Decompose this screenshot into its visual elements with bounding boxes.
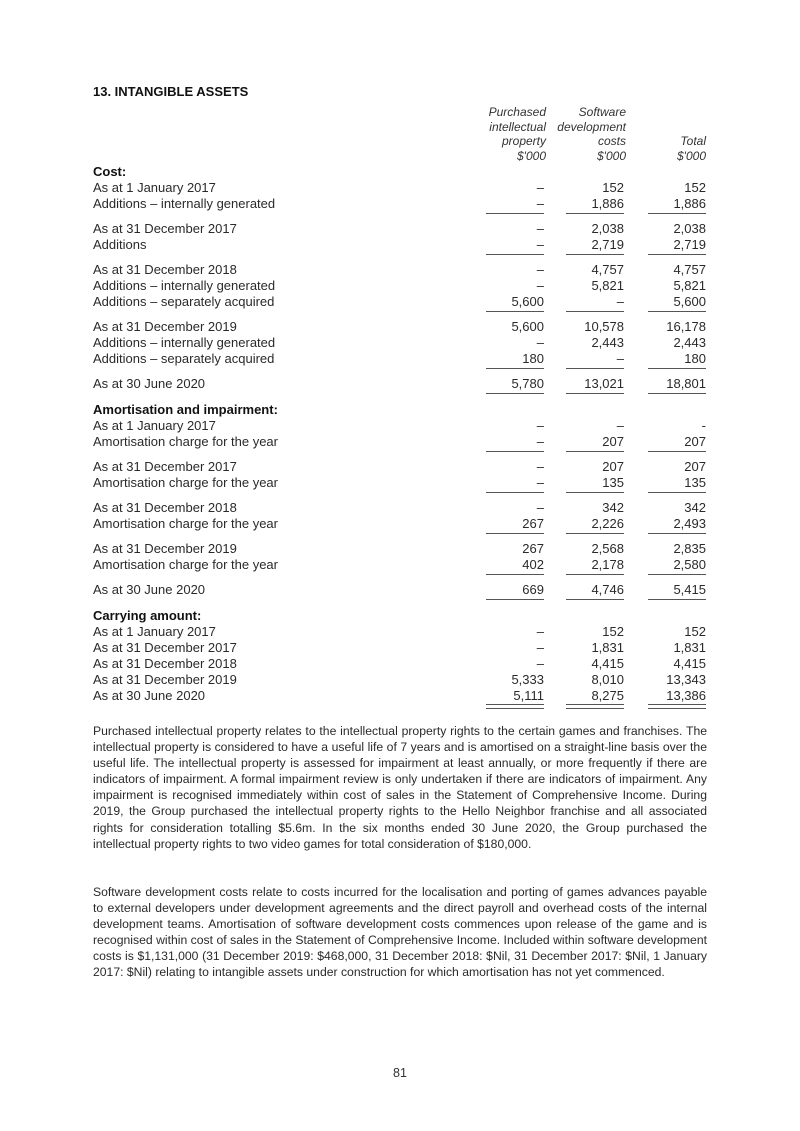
- row-label: Additions – internally generated: [93, 278, 276, 293]
- value-total: 4,757: [673, 262, 706, 277]
- rule-line: [648, 599, 706, 600]
- value-purchased-ip: 267: [522, 541, 544, 556]
- value-total: -: [701, 418, 706, 433]
- value-total: 135: [684, 475, 706, 490]
- table-row: [93, 262, 707, 278]
- column-header-total: Total $'000: [677, 134, 706, 163]
- row-label: As at 1 January 2017: [93, 418, 216, 433]
- table-row: [93, 351, 707, 367]
- subtotal-divider: [93, 253, 707, 262]
- value-total: 2,038: [673, 221, 706, 236]
- subtotal-divider: [93, 310, 707, 319]
- value-software: 4,757: [591, 262, 624, 277]
- value-total: 13,386: [666, 688, 706, 703]
- row-label: As at 31 December 2017: [93, 221, 237, 236]
- rule-line: [566, 311, 624, 312]
- table-row: [93, 294, 707, 310]
- double-rule-line: [566, 704, 624, 709]
- value-total: 207: [684, 459, 706, 474]
- value-purchased-ip: 5,111: [513, 688, 544, 703]
- value-software: 152: [602, 180, 624, 195]
- subtotal-divider: [93, 573, 707, 582]
- row-label: As at 30 June 2020: [93, 376, 206, 391]
- heading-label: Amortisation and impairment:: [93, 402, 278, 417]
- table-row: [93, 624, 707, 640]
- value-total: 180: [684, 351, 706, 366]
- value-purchased-ip: 180: [522, 351, 544, 366]
- value-purchased-ip: –: [536, 459, 544, 474]
- table-row: [93, 557, 707, 573]
- value-software: –: [616, 418, 624, 433]
- rule-line: [486, 393, 544, 394]
- subtotal-divider: [93, 598, 707, 608]
- rule-line: [566, 492, 624, 493]
- rule-line: [486, 599, 544, 600]
- value-purchased-ip: 5,600: [511, 294, 544, 309]
- heading-label: Carrying amount:: [93, 608, 202, 623]
- rule-line: [486, 451, 544, 452]
- table-row: [93, 475, 707, 491]
- value-total: 152: [684, 180, 706, 195]
- value-purchased-ip: 5,780: [511, 376, 544, 391]
- row-label: As at 31 December 2017: [93, 459, 237, 474]
- subtotal-divider: [93, 491, 707, 500]
- rule-line: [486, 213, 544, 214]
- value-purchased-ip: –: [536, 221, 544, 236]
- total-double-rule: [93, 704, 707, 712]
- rule-line: [648, 254, 706, 255]
- paragraph-purchased-ip: Purchased intellectual property relates to the intellectual property rights to the certain games and franchises. The intellectual property is considered to have a useful life of 7 years and is amortised on a straight-line basis over the useful life. The intellectual property is assessed for impairment at least annually, or more frequently if there are indicators of impairment. A formal impairment review is only undertaken if there are indicators of impairment. Any impairment is recognised immediately within cost of sales in the Statement of Comprehensive Income. During 2019, the Group purchased the intellectual property rights to the Hello Neighbor franchise and all associated rights for consideration totalling $5.6m. In the six months ended 30 June 2020, the Group purchased the intellectual property rights to two video games for total consideration of $180,000.: [93, 724, 707, 851]
- table-row: [93, 237, 707, 253]
- row-label: As at 31 December 2018: [93, 262, 237, 277]
- table-row: [93, 180, 707, 196]
- value-software: 2,178: [591, 557, 624, 572]
- rule-line: [486, 311, 544, 312]
- rule-line: [648, 368, 706, 369]
- value-total: 207: [684, 434, 706, 449]
- table-row: [93, 500, 707, 516]
- table-row: [93, 672, 707, 688]
- subtotal-divider: [93, 367, 707, 376]
- rule-line: [486, 574, 544, 575]
- table-row: [93, 221, 707, 237]
- value-total: 2,443: [673, 335, 706, 350]
- value-purchased-ip: –: [536, 180, 544, 195]
- row-label: As at 31 December 2019: [93, 672, 237, 687]
- value-software: 4,415: [591, 656, 624, 671]
- row-label: As at 31 December 2017: [93, 640, 237, 655]
- value-total: 2,719: [673, 237, 706, 252]
- intangible-assets-table: [93, 164, 707, 712]
- value-purchased-ip: –: [536, 196, 544, 211]
- section-title: 13. INTANGIBLE ASSETS: [93, 84, 249, 99]
- rule-line: [486, 254, 544, 255]
- rule-line: [566, 533, 624, 534]
- double-rule-line: [648, 704, 706, 709]
- subtotal-divider: [93, 212, 707, 221]
- section-heading-carrying: [93, 608, 707, 624]
- value-purchased-ip: –: [536, 237, 544, 252]
- row-label: As at 31 December 2019: [93, 541, 237, 556]
- table-row: [93, 516, 707, 532]
- row-label: Amortisation charge for the year: [93, 475, 278, 490]
- row-label: Amortisation charge for the year: [93, 434, 278, 449]
- value-software: 8,275: [591, 688, 624, 703]
- rule-line: [486, 533, 544, 534]
- heading-label: Cost:: [93, 164, 127, 179]
- rule-line: [648, 533, 706, 534]
- rule-line: [566, 213, 624, 214]
- rule-line: [648, 451, 706, 452]
- value-total: 13,343: [666, 672, 706, 687]
- value-software: 2,038: [591, 221, 624, 236]
- rule-line: [648, 311, 706, 312]
- section-heading-amortisation: [93, 402, 707, 418]
- value-software: 342: [602, 500, 624, 515]
- value-total: 4,415: [673, 656, 706, 671]
- rule-line: [566, 599, 624, 600]
- value-purchased-ip: 669: [522, 582, 544, 597]
- row-label: As at 31 December 2019: [93, 319, 237, 334]
- row-label: Additions – separately acquired: [93, 294, 275, 309]
- table-row: [93, 640, 707, 656]
- table-row: [93, 196, 707, 212]
- value-purchased-ip: –: [536, 624, 544, 639]
- value-total: 152: [684, 624, 706, 639]
- row-label: Amortisation charge for the year: [93, 557, 278, 572]
- value-purchased-ip: –: [536, 656, 544, 671]
- value-purchased-ip: –: [536, 418, 544, 433]
- value-software: 2,719: [591, 237, 624, 252]
- double-rule-line: [486, 704, 544, 709]
- value-total: 16,178: [666, 319, 706, 334]
- value-purchased-ip: –: [536, 475, 544, 490]
- table-row: [93, 278, 707, 294]
- rule-line: [648, 492, 706, 493]
- value-purchased-ip: 267: [522, 516, 544, 531]
- value-software: 1,886: [591, 196, 624, 211]
- value-total: 2,493: [673, 516, 706, 531]
- table-row: [93, 656, 707, 672]
- column-headers: [93, 105, 707, 165]
- subtotal-divider: [93, 532, 707, 541]
- value-purchased-ip: –: [536, 278, 544, 293]
- value-total: 2,835: [673, 541, 706, 556]
- row-label: As at 1 January 2017: [93, 624, 216, 639]
- row-label: Additions – internally generated: [93, 196, 276, 211]
- rule-line: [486, 368, 544, 369]
- value-software: 1,831: [591, 640, 624, 655]
- paragraph-software-development: Software development costs relate to costs incurred for the localisation and porting of games advances payable to external developers under development agreements and the direct payroll and overhead costs of the internal development teams. Amortisation of software development costs commences upon release of the game and is recognised within cost of sales in the Statement of Comprehensive Income. Included within software development costs is $1,131,000 (31 December 2019: $468,000, 31 December 2018: $Nil, 31 December 2017: $Nil, 1 January 2017: $Nil) relating to intangible assets under construction for which amortisation has not yet commenced.: [93, 885, 707, 980]
- row-label: Additions – separately acquired: [93, 351, 275, 366]
- table-row-total: [93, 688, 707, 704]
- row-label: Amortisation charge for the year: [93, 516, 278, 531]
- row-label: Additions – internally generated: [93, 335, 276, 350]
- value-total: 2,580: [673, 557, 706, 572]
- rule-line: [566, 451, 624, 452]
- value-software: 4,746: [591, 582, 624, 597]
- value-software: 5,821: [591, 278, 624, 293]
- rule-line: [648, 393, 706, 394]
- value-total: 5,600: [673, 294, 706, 309]
- column-header-purchased-ip: Purchased intellectual property $'000: [488, 105, 546, 163]
- table-row: [93, 459, 707, 475]
- rule-line: [566, 368, 624, 369]
- value-software: 2,568: [591, 541, 624, 556]
- table-row: [93, 434, 707, 450]
- value-purchased-ip: 5,600: [511, 319, 544, 334]
- value-software: 207: [602, 434, 624, 449]
- page-number: 81: [393, 1066, 407, 1080]
- rule-line: [648, 213, 706, 214]
- value-purchased-ip: 402: [522, 557, 544, 572]
- table-row-total: [93, 376, 707, 392]
- value-software: 135: [602, 475, 624, 490]
- value-software: 13,021: [584, 376, 624, 391]
- value-purchased-ip: 5,333: [511, 672, 544, 687]
- value-total: 1,831: [673, 640, 706, 655]
- row-label: As at 31 December 2018: [93, 656, 237, 671]
- value-total: 18,801: [666, 376, 706, 391]
- row-label: Additions: [93, 237, 147, 252]
- table-row: [93, 418, 707, 434]
- row-label: As at 1 January 2017: [93, 180, 216, 195]
- value-software: –: [616, 351, 624, 366]
- table-row: [93, 319, 707, 335]
- section-heading-cost: [93, 164, 707, 180]
- rule-line: [566, 254, 624, 255]
- value-total: 5,415: [673, 582, 706, 597]
- column-header-software: Software development costs $'000: [557, 105, 626, 163]
- table-row: [93, 335, 707, 351]
- row-label: As at 31 December 2018: [93, 500, 237, 515]
- value-software: 8,010: [591, 672, 624, 687]
- rule-line: [566, 393, 624, 394]
- rule-line: [486, 492, 544, 493]
- value-purchased-ip: –: [536, 335, 544, 350]
- value-software: 207: [602, 459, 624, 474]
- value-purchased-ip: –: [536, 500, 544, 515]
- rule-line: [566, 574, 624, 575]
- subtotal-divider: [93, 392, 707, 402]
- value-total: 1,886: [673, 196, 706, 211]
- value-software: 152: [602, 624, 624, 639]
- value-software: 2,443: [591, 335, 624, 350]
- subtotal-divider: [93, 450, 707, 459]
- row-label: As at 30 June 2020: [93, 688, 206, 703]
- table-row: [93, 541, 707, 557]
- value-purchased-ip: –: [536, 262, 544, 277]
- value-software: 10,578: [584, 319, 624, 334]
- value-total: 342: [684, 500, 706, 515]
- table-row-total: [93, 582, 707, 598]
- value-purchased-ip: –: [536, 434, 544, 449]
- value-purchased-ip: –: [536, 640, 544, 655]
- row-label: As at 30 June 2020: [93, 582, 206, 597]
- rule-line: [648, 574, 706, 575]
- value-software: 2,226: [591, 516, 624, 531]
- value-software: –: [616, 294, 624, 309]
- value-total: 5,821: [673, 278, 706, 293]
